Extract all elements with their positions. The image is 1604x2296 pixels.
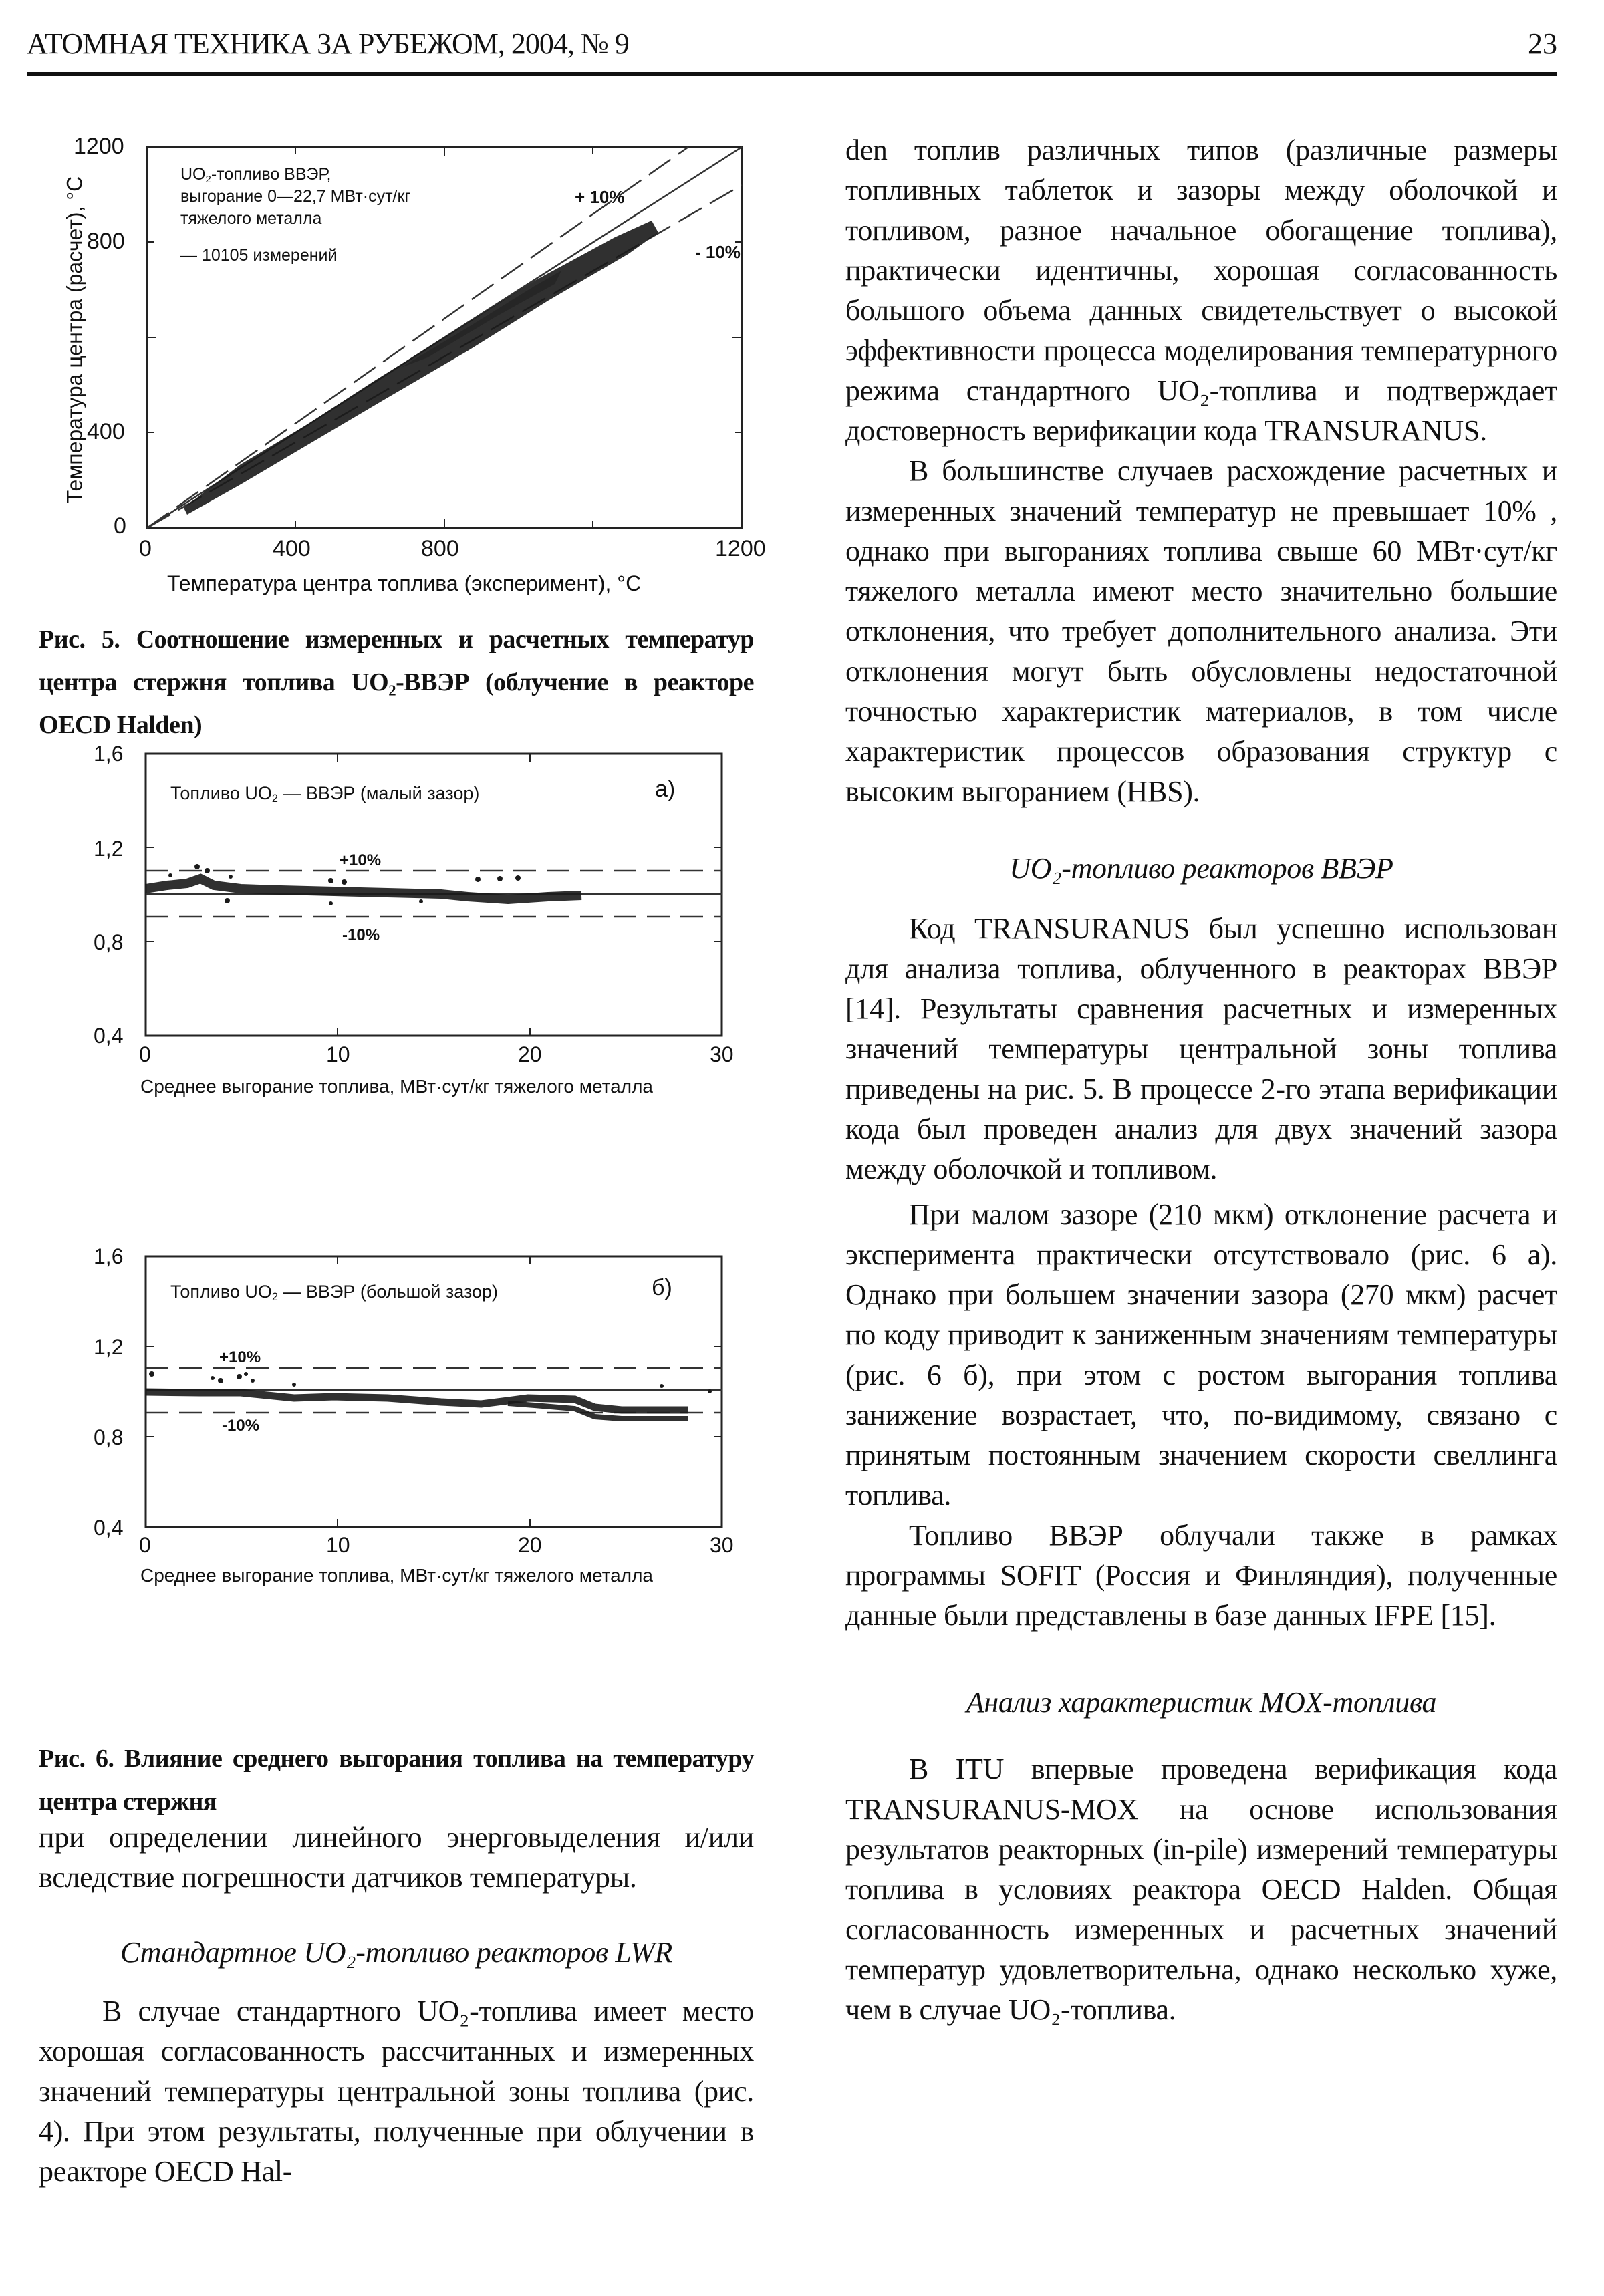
paragraph: В случае стандартного UO₂-топлива имеет место хорошая согласованность рассчитанных и измеренных значений температуры центральной зоны топлива (рис. 4). При этом результаты, полученные при облучении в реакторе OECD Hal- bbox=[39, 1995, 754, 2188]
title-text: Топливо UO bbox=[170, 783, 272, 803]
fig5-plus10-label: + 10% bbox=[575, 187, 625, 207]
fig5-ytick: 1200 bbox=[74, 134, 124, 159]
fig6b-plus10-label: +10% bbox=[219, 1348, 261, 1367]
fig6a-title bbox=[170, 783, 479, 804]
section-heading: Анализ характеристик MOX-топлива bbox=[966, 1686, 1437, 1719]
fig6a-panel-label: а) bbox=[655, 776, 676, 802]
fig6b-xtick: 30 bbox=[710, 1533, 734, 1557]
fig5-ytick: 400 bbox=[87, 419, 125, 444]
right-column-text bbox=[845, 130, 1557, 2030]
fig6b-ytick: 1,2 bbox=[94, 1335, 124, 1359]
title-text: — ВВЭР (малый зазор) bbox=[277, 783, 480, 803]
figure-6-caption: Рис. 6. Влияние среднего выгорания топлива на температуру центра стержня bbox=[39, 1745, 754, 1816]
legend-text: -топливо ВВЭР, bbox=[211, 165, 331, 184]
fig6b-panel-label: б) bbox=[652, 1275, 672, 1300]
legend-text: тяжелого металла bbox=[180, 209, 322, 228]
legend-text: UO bbox=[180, 165, 206, 184]
title-sub: 2 bbox=[271, 793, 278, 805]
paragraph: При малом зазоре (210 мкм) отклонение расчета и эксперимента практически отсутствовало (рис. 6 а). Однако при большем значении зазора (270 мкм) расчет по коду приводит к заниженным значениям температуры (рис. 6 б), при этом с ростом выгорания топлива занижение возрастает, что, по-видимому, связано с принятым постоянным значением скорости свеллинга топлива. bbox=[845, 1198, 1557, 1512]
paragraph: при определении линейного энерговыделения и/или вследствие погрешности датчиков температуры. bbox=[39, 1821, 754, 1894]
journal-title: АТОМНАЯ ТЕХНИКА ЗА РУБЕЖОМ, 2004, № 9 bbox=[27, 27, 629, 60]
fig5-xtick: 400 bbox=[273, 536, 311, 561]
header-rule bbox=[27, 72, 1557, 76]
fig6b-xtick: 20 bbox=[518, 1533, 542, 1557]
fig5-ytick: 800 bbox=[87, 229, 125, 254]
legend-sub: 2 bbox=[205, 173, 211, 185]
fig6a-xtick: 20 bbox=[518, 1042, 542, 1066]
fig6a-xtick: 0 bbox=[139, 1042, 151, 1066]
section-heading: Стандартное UO₂-топливо реакторов LWR bbox=[120, 1936, 672, 1969]
fig5-xtick: 1200 bbox=[715, 536, 766, 561]
section-heading: UO₂-топливо реакторов ВВЭР bbox=[1009, 852, 1393, 885]
fig6a-ytick: 1,6 bbox=[94, 742, 124, 766]
fig5-xlabel: Температура центра топлива (эксперимент), °C bbox=[167, 571, 642, 595]
fig6b-xtick: 10 bbox=[326, 1533, 350, 1557]
fig6a-xlabel: Среднее выгорание топлива, МВт·сут/кг тяжелого металла bbox=[140, 1076, 653, 1097]
paragraph: В ITU впервые проведена верификация кода TRANSURANUS-MOX на основе использования результатов реакторных (in-pile) измерений температуры топлива в условиях реактора OECD Halden. Общая согласованность измеренных и расчетных значений температур удовлетворительна, однако несколько хуже, чем в случае UO₂-топлива. bbox=[845, 1753, 1557, 2026]
fig6b-ytick: 1,6 bbox=[94, 1244, 124, 1268]
figure-5-chart bbox=[27, 127, 769, 608]
fig6a-ytick: 0,4 bbox=[94, 1024, 124, 1048]
fig6a-plus10-label: +10% bbox=[340, 851, 382, 869]
paragraph: Топливо ВВЭР облучали также в рамках программы SOFIT (Россия и Финляндия), полученные данные были представлены в базе данных IFPE [15]. bbox=[845, 1519, 1557, 1632]
figure-5-caption: Рис. 5. Соотношение измеренных и расчетных температур центра стержня топлива UO₂-ВВЭР (облучение в реакторе OECD Halden) bbox=[39, 625, 754, 739]
title-text: — ВВЭР (большой зазор) bbox=[277, 1282, 499, 1302]
fig5-ytick: 0 bbox=[114, 513, 126, 539]
paragraph: В большинстве случаев расхождение расчетных и измеренных значений температур не превышает 10% , однако при выгораниях топлива свыше 60 МВт·сут/кг тяжелого металла имеют место значительно большие отклонения, что требует дополнительного анализа. Эти отклонения могут быть обусловлены недостаточной точностью характеристик материалов, в том числе характеристик процессов образования структур с высоким выгоранием (HBS). bbox=[845, 454, 1557, 808]
title-text: Топливо UO bbox=[170, 1282, 272, 1302]
fig6b-ytick: 0,8 bbox=[94, 1425, 124, 1449]
legend-text: выгорание 0—22,7 МВт·сут/кг bbox=[180, 187, 411, 206]
title-sub: 2 bbox=[271, 1291, 278, 1304]
fig6a-plot bbox=[67, 735, 769, 1216]
fig6a-xtick: 10 bbox=[326, 1042, 350, 1066]
paragraph: Код TRANSURANUS был успешно использован для анализа топлива, облученного в реакторах ВВЭР [14]. Результаты сравнения расчетных и измеренных значений температуры центральной зоны топлива приведены на рис. 5. В процессе 2-го этапа верификации кода был проведен анализ для двух значений зазора между оболочкой и топливом. bbox=[845, 912, 1557, 1185]
page-number: 23 bbox=[1528, 27, 1557, 60]
fig5-ylabel: Температура центра (расчет), °C bbox=[62, 176, 87, 504]
legend-text: — 10105 измерений bbox=[180, 246, 338, 265]
fig6b-title bbox=[170, 1282, 498, 1302]
fig6b-ytick: 0,4 bbox=[94, 1516, 124, 1540]
figure-6a-chart bbox=[67, 735, 769, 1216]
fig6a-minus10-label: -10% bbox=[342, 926, 380, 944]
fig6b-minus10-label: -10% bbox=[222, 1417, 260, 1435]
running-header bbox=[27, 27, 1557, 74]
paragraph: den топлив различных типов (различные размеры топливных таблеток и зазоры между оболочкой и топливом, разное начальное обогащение топлива), практически идентичны, хорошая согласованность большого объема данных свидетельствует о высокой эффективности процесса моделирования температурного режима стандартного UO₂-топлива и подтверждает достоверность верификации кода TRANSURANUS. bbox=[845, 134, 1557, 447]
figure-6b-chart bbox=[67, 1223, 769, 1717]
left-column-text bbox=[39, 1818, 754, 2192]
fig5-xtick: 800 bbox=[421, 536, 459, 561]
fig6a-ytick: 0,8 bbox=[94, 930, 124, 954]
fig6b-xlabel: Среднее выгорание топлива, МВт·сут/кг тяжелого металла bbox=[140, 1565, 653, 1586]
fig5-minus10-label: - 10% bbox=[695, 242, 741, 262]
fig6a-ytick: 1,2 bbox=[94, 837, 124, 861]
fig6b-xtick: 0 bbox=[139, 1533, 151, 1557]
fig5-xtick: 0 bbox=[139, 536, 152, 561]
fig6a-xtick: 30 bbox=[710, 1042, 734, 1066]
fig5-legend bbox=[180, 164, 411, 267]
